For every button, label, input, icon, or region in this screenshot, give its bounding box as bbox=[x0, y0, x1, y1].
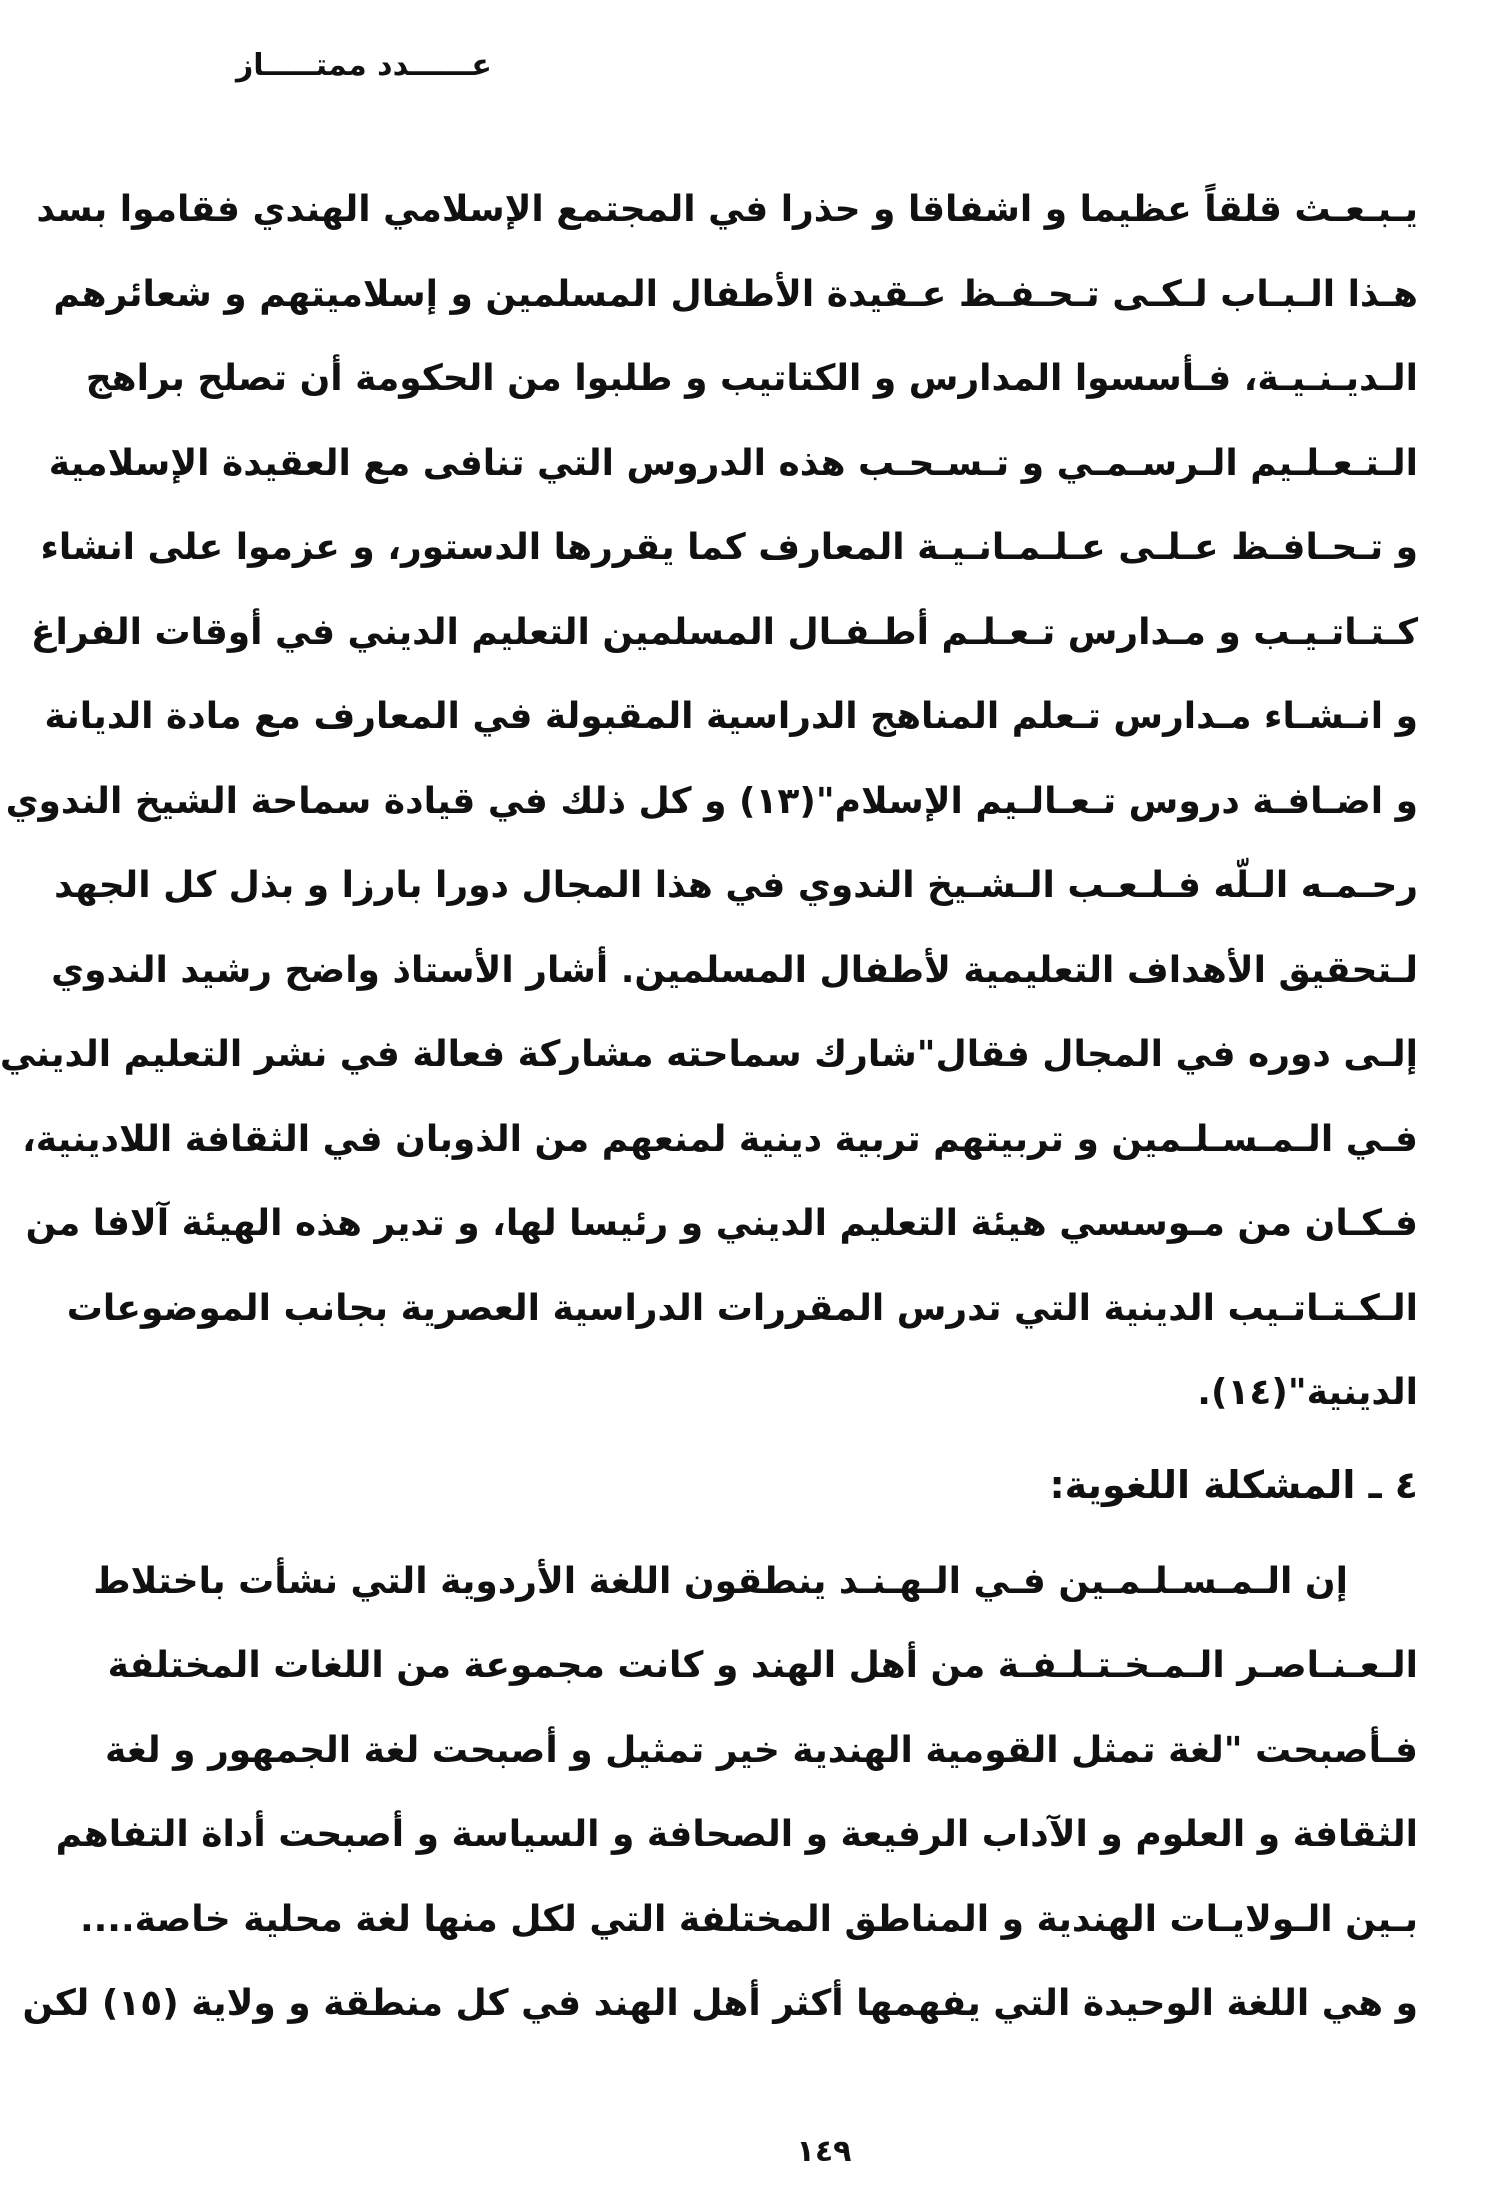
paragraph-line: الـعـنـاصـر الـمـخـتـلـفـة من أهل الهند و كانت مجموعة من اللغات المختلفة bbox=[107, 1645, 1418, 1686]
paragraph-line: و تـحـافـظ عـلـى عـلـمـانـيـة المعارف كما يقررها الدستور، و عزموا على انشاء bbox=[40, 527, 1418, 568]
paragraph-line: الـديـنـيـة، فـأسسوا المدارس و الكتاتيب و طلبوا من الحكومة أن تصلح براهج bbox=[85, 358, 1418, 399]
paragraph-line: إلـى دوره في المجال فقال"شارك سماحته مشاركة فعالة في نشر التعليم الديني bbox=[0, 1034, 1418, 1075]
paragraph-2 bbox=[22, 1540, 1418, 2047]
paragraph-line: فـكـان من مـوسسي هيئة التعليم الديني و رئيسا لها، و تدير هذه الهيئة آلافا من bbox=[25, 1203, 1418, 1244]
running-header: عــــــدد ممتـــــاز bbox=[236, 48, 492, 83]
paragraph-1 bbox=[0, 168, 1418, 1436]
page-number: ١٤٩ bbox=[796, 2134, 852, 2169]
paragraph-line: هـذا الـبـاب لـكـى تـحـفـظ عـقيدة الأطفال المسلمين و إسلاميتهم و شعائرهم bbox=[53, 273, 1418, 315]
paragraph-line: رحـمـه الـلّه فـلـعـب الـشـيخ الندوي في هذا المجال دورا بارزا و بذل كل الجهد bbox=[54, 865, 1418, 906]
paragraph-line: لـتحقيق الأهداف التعليمية لأطفال المسلمين. أشار الأستاذ واضح رشيد الندوي bbox=[51, 949, 1418, 991]
paragraph-line: و هي اللغة الوحيدة التي يفهمها أكثر أهل الهند في كل منطقة و ولاية (١٥) لكن bbox=[22, 1983, 1418, 2024]
paragraph-line: الـتـعـلـيم الـرسـمـي و تـسـحـب هذه الدروس التي تنافى مع العقيدة الإسلامية bbox=[48, 442, 1418, 484]
paragraph-line: كـتـاتـيـب و مـدارس تـعـلـم أطـفـال المسلمين التعليم الديني في أوقات الفراغ bbox=[30, 611, 1418, 653]
paragraph-line: فـي الـمـسـلـمين و تربيتهم تربية دينية لمنعهم من الذوبان في الثقافة اللادينية، bbox=[22, 1118, 1418, 1160]
paragraph-line: بـين الـولايـات الهندية و المناطق المختلفة التي لكل منها لغة محلية خاصة.... bbox=[79, 1898, 1418, 1940]
paragraph-line: الدينية"(١٤). bbox=[1197, 1372, 1418, 1413]
paragraph-line: فـأصبحت "لغة تمثل القومية الهندية خير تمثيل و أصبحت لغة الجمهور و لغة bbox=[104, 1729, 1418, 1771]
body-text bbox=[0, 168, 1418, 2047]
paragraph-line: و انـشـاء مـدارس تـعلم المناهج الدراسية المقبولة في المعارف مع مادة الديانة bbox=[44, 696, 1418, 737]
paragraph-line: الثقافة و العلوم و الآداب الرفيعة و الصحافة و السياسة و أصبحت أداة التفاهم bbox=[55, 1814, 1418, 1855]
paragraph-line: و اضـافـة دروس تـعـالـيم الإسلام"(١٣) و كل ذلك في قيادة سماحة الشيخ الندوي bbox=[5, 780, 1418, 822]
paragraph-line: إن الـمـسـلـمـين فـي الـهـنـد ينطقون اللغة الأردوية التي نشأت باختلاط bbox=[93, 1560, 1348, 1602]
paragraph-line: يـبـعـث قلقاً عظيما و اشفاقا و حذرا في المجتمع الإسلامي الهندي فقاموا بسد bbox=[36, 189, 1418, 230]
paragraph-line: الـكـتـاتـيب الدينية التي تدرس المقررات الدراسية العصرية بجانب الموضوعات bbox=[66, 1287, 1418, 1329]
section-heading: ٤ ـ المشكلة اللغوية: bbox=[1049, 1462, 1418, 1507]
